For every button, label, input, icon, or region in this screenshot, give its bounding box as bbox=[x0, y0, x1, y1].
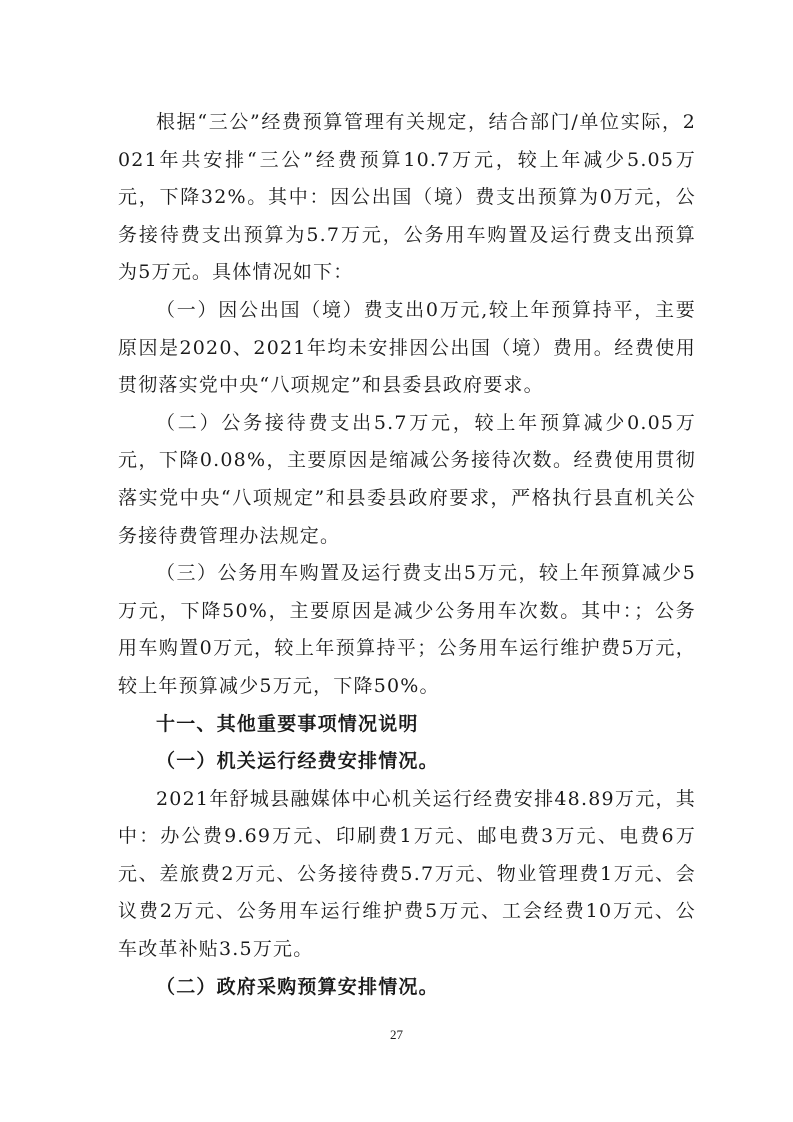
paragraph-overseas-travel: （一）因公出国（境）费支出0万元,较上年预算持平，主要原因是2020、2021年均未安排因公出国（境）费用。经费使用贯彻落实党中央“八项规定”和县委县政府要求。 bbox=[118, 298, 696, 397]
subheading-procurement: （二）政府采购预算安排情况。 bbox=[156, 975, 439, 998]
subheading-operating-expenses: （一）机关运行经费安排情况。 bbox=[156, 750, 439, 773]
paragraph-reception: （二）公务接待费支出5.7万元，较上年预算减少0.05万元，下降0.08%，主要原因是缩减公务接待次数。经费使用贯彻落实党中央“八项规定”和县委县政府要求，严格执行县直机关公务接待费管理办法规定。 bbox=[118, 411, 696, 547]
paragraph-sangong-overview: 根据“三公”经费预算管理有关规定，结合部门/单位实际，2021年共安排“三公”经费预算10.7万元，较上年减少5.05万元，下降32%。其中：因公出国（境）费支出预算为0万元，公务接待费支出预算为5.7万元，公务用车购置及运行费支出预算为5万元。具体情况如下： bbox=[118, 111, 696, 284]
page-number: 27 bbox=[390, 1027, 403, 1042]
section-heading-other-matters: 十一、其他重要事项情况说明 bbox=[156, 712, 419, 735]
paragraph-vehicles: （三）公务用车购置及运行费支出5万元，较上年预算减少5万元，下降50%，主要原因是减少公务用车次数。其中：；公务用车购置0万元，较上年预算持平；公务用车运行维护费5万元，较上年预算减少5万元，下降50%。 bbox=[118, 562, 696, 697]
paragraph-operating-expenses: 2021年舒城县融媒体中心机关运行经费安排48.89万元，其中：办公费9.69万元、印刷费1万元、邮电费3万元、电费6万元、差旅费2万元、公务接待费5.7万元、物业管理费1万元、会议费2万元、公务用车运行维护费5万元、工会经费10万元、公车改革补贴3.5万元。 bbox=[118, 787, 696, 961]
document-body bbox=[118, 104, 696, 1006]
